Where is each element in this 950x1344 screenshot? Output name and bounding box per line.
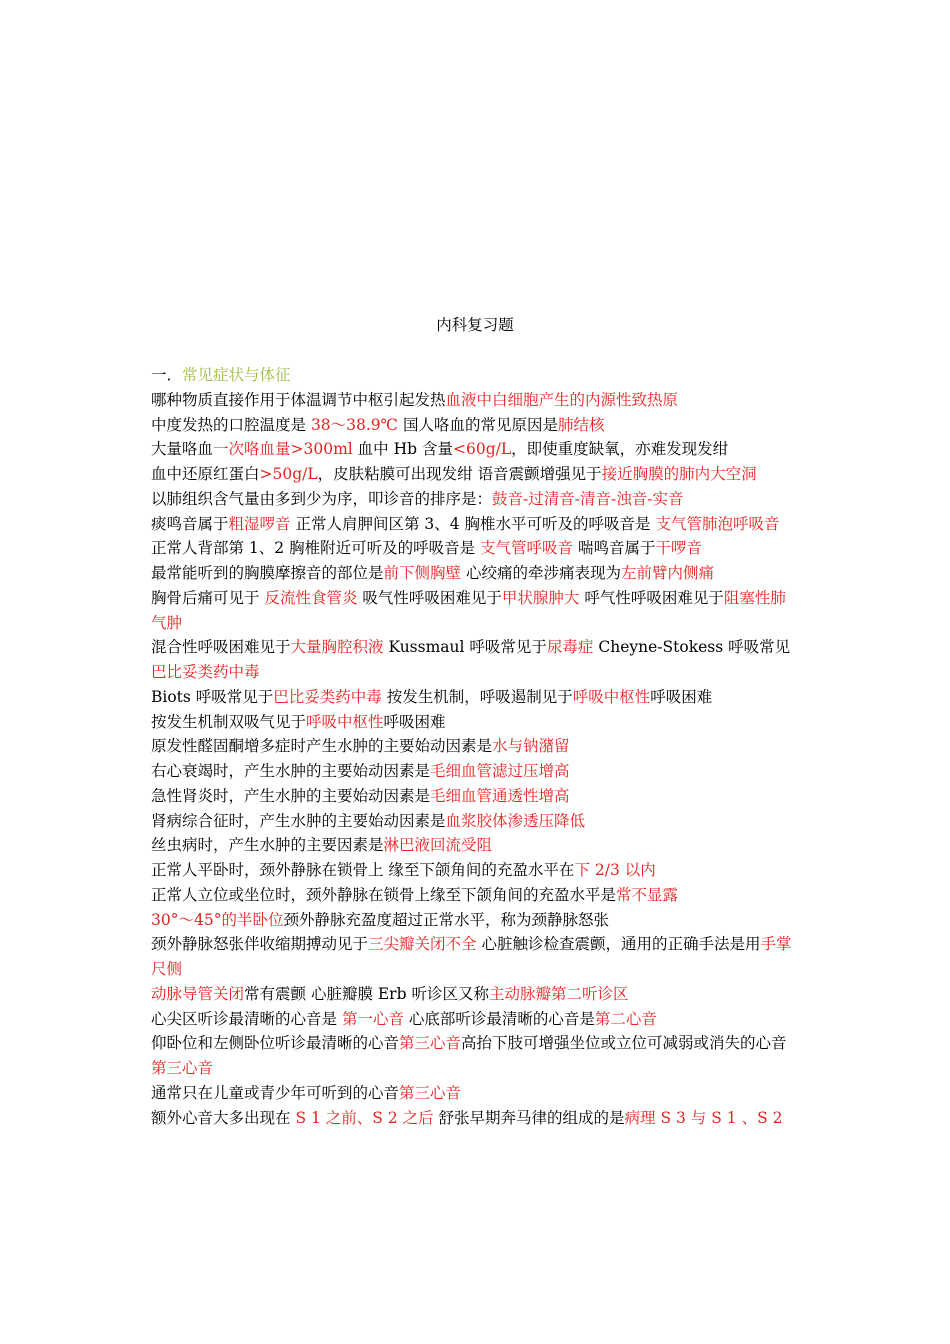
text-line <box>151 734 801 759</box>
answer-text: 巴比妥类药中毒 <box>151 663 260 681</box>
answer-text: 巴比妥类药中毒 <box>273 687 382 706</box>
answer-text: 支气管肺泡呼吸音 <box>655 514 780 533</box>
question-text: 血中 Hb 含量 <box>352 440 453 459</box>
answer-text: 第二心音 <box>594 1009 657 1028</box>
answer-text: 38～38.9℃ <box>310 415 399 434</box>
question-text: 大量咯血 <box>151 440 214 459</box>
question-text: 正常人背部第 1、2 胸椎附近可听及的呼吸音是 <box>151 539 481 558</box>
text-line <box>151 685 801 710</box>
text-line <box>151 932 801 982</box>
text-line <box>151 462 801 487</box>
question-text: 心底部听诊最清晰的心音是 <box>403 1009 595 1028</box>
question-text: 以肺组织含气量由多到少为序，叩诊音的排序是： <box>151 489 493 508</box>
question-text: 吸气性呼吸困难见于 <box>357 588 502 607</box>
question-text: 通常只在儿童或青少年可听到的心音 <box>151 1083 400 1102</box>
answer-text: 手掌尺侧 <box>151 935 792 978</box>
answer-text: 病理 S 3 与 S 1 、S 2 <box>624 1108 783 1127</box>
section-heading <box>151 363 801 388</box>
answer-text: 血浆胶体渗透压降低 <box>445 811 586 830</box>
text-line <box>151 586 801 636</box>
answer-text: 血液中白细胞产生的内源性致热原 <box>445 390 679 409</box>
question-text: 颈外静脉怒张伴收缩期搏动见于 <box>151 935 369 954</box>
text-line <box>151 487 801 512</box>
question-text: 呼气性呼吸困难见于 <box>579 588 724 607</box>
question-text: 心脏触诊检查震颤，通用的正确手法是用 <box>476 935 761 954</box>
answer-text: 反流性食管炎 <box>264 588 358 607</box>
answer-text: 粗湿啰音 <box>228 514 291 533</box>
answer-text: 常不显露 <box>616 885 679 904</box>
answer-text: 肺结核 <box>557 415 605 434</box>
question-text: 原发性醛固酮增多症时产生水肿的主要始动因素是 <box>151 737 493 756</box>
text-line <box>151 809 801 834</box>
answer-text: 第三心音 <box>151 1059 214 1077</box>
question-text: 正常人立位或坐位时，颈外静脉在锁骨上缘至下颌角间的充盈水平是 <box>151 885 617 904</box>
question-text: 心绞痛的牵涉痛表现为 <box>461 564 621 582</box>
text-line <box>151 710 801 735</box>
text-line <box>151 1081 801 1106</box>
text-line <box>151 759 801 784</box>
answer-text: 一次咯血量>300ml <box>213 440 353 459</box>
answer-text: 第一心音 <box>341 1009 404 1028</box>
answer-text: 呼吸中枢性 <box>306 712 384 731</box>
section-number: 一． <box>151 366 183 384</box>
answer-text: 三尖瓣关闭不全 <box>368 935 477 954</box>
question-text: 心尖区听诊最清晰的心音是 <box>151 1009 342 1028</box>
question-text: 国人咯血的常见原因是 <box>398 415 558 434</box>
question-text: 呼吸困难 <box>650 687 713 706</box>
answer-text: 第三心音 <box>399 1083 462 1102</box>
question-text: 中度发热的口腔温度是 <box>151 415 311 434</box>
answer-text: 支气管呼吸音 <box>480 539 574 558</box>
text-line <box>151 512 801 537</box>
question-text: 正常人平卧时，颈外静脉在锁骨上 缘至下颌角间的充盈水平在 <box>151 861 575 879</box>
answer-text: 呼吸中枢性 <box>572 687 651 706</box>
question-text: 喘鸣音属于 <box>573 539 656 558</box>
text-line <box>151 982 801 1007</box>
answer-text: 左前臂内侧痛 <box>620 564 714 582</box>
answer-text: >50g/L <box>259 465 318 483</box>
question-text: 右心衰竭时，产生水肿的主要始动因素是 <box>151 762 431 780</box>
text-line <box>151 561 801 586</box>
question-text: 急性肾炎时，产生水肿的主要始动因素是 <box>151 786 431 805</box>
answer-text: 前下侧胸壁 <box>383 564 462 582</box>
question-text: 最常能听到的胸膜摩擦音的部位是 <box>151 564 384 582</box>
text-line <box>151 833 801 858</box>
answer-text: 阻塞性肺气肿 <box>151 588 786 632</box>
text-line <box>151 1106 801 1131</box>
answer-text: 接近胸膜的肺内大空洞 <box>601 465 757 483</box>
text-line <box>151 388 801 413</box>
question-text: 舒张早期奔马律的组成的是 <box>433 1108 625 1127</box>
document-title: 内科复习题 <box>436 316 514 334</box>
question-text: 仰卧位和左侧卧位听诊最清晰的心音 <box>151 1034 400 1053</box>
answer-text: 甲状腺肿大 <box>501 588 580 607</box>
answer-text: 大量胸腔积液 <box>290 638 384 657</box>
question-text: 按发生机制双吸气见于 <box>151 712 307 731</box>
question-text: Biots 呼吸常见于 <box>151 687 274 706</box>
question-text: 哪种物质直接作用于体温调节中枢引起发热 <box>151 390 446 409</box>
question-text: 胸骨后痛可见于 <box>151 588 265 607</box>
question-text: Cheyne-Stokess 呼吸常见 <box>593 638 791 657</box>
text-line <box>151 413 801 438</box>
question-text: 额外心音大多出现在 <box>151 1108 296 1127</box>
text-line <box>151 1007 801 1032</box>
text-line <box>151 437 801 462</box>
answer-text: 干啰音 <box>655 539 702 558</box>
answer-text: 水与钠潴留 <box>492 737 570 756</box>
answer-text: <60g/L <box>452 440 512 459</box>
question-text: 混合性呼吸困难见于 <box>151 638 291 657</box>
answer-text: S 1 之前、S 2 之后 <box>295 1108 434 1127</box>
answer-text: 淋巴液回流受阻 <box>383 836 493 855</box>
text-line <box>151 784 801 809</box>
text-line <box>151 536 801 561</box>
question-text: 肾病综合征时，产生水肿的主要始动因素是 <box>151 811 446 830</box>
answer-text: 尿毒症 <box>546 638 594 657</box>
question-text: 丝虫病时，产生水肿的主要因素是 <box>151 836 384 855</box>
text-line <box>151 858 801 883</box>
question-text: Kussmaul 呼吸常见于 <box>383 638 547 657</box>
answer-text: 毛细血管通透性增高 <box>430 786 570 805</box>
question-text: 常有震颤 心脏瓣膜 Erb 听诊区又称 <box>244 984 489 1003</box>
question-text: 正常人肩胛间区第 3、4 胸椎水平可听及的呼吸音是 <box>290 514 656 533</box>
question-text: ，皮肤粘膜可出现发绀 语音震颤增强见于 <box>317 465 602 483</box>
text-line <box>151 1031 801 1081</box>
answer-text: 毛细血管滤过压增高 <box>430 762 570 780</box>
text-line <box>151 883 801 908</box>
answer-text: 第三心音 <box>399 1034 462 1053</box>
question-text: ，即使重度缺氧，亦难发现发绀 <box>511 440 729 459</box>
question-text: 颈外静脉充盈度超过正常水平，称为颈静脉怒张 <box>283 910 609 929</box>
document-body <box>151 363 801 1130</box>
question-text: 血中还原红蛋白 <box>151 465 260 483</box>
section-heading-text: 常见症状与体征 <box>182 366 291 384</box>
question-text: 呼吸困难 <box>383 712 446 731</box>
text-line <box>151 908 801 933</box>
answer-text: 鼓音-过清音-清音-浊音-实音 <box>492 489 684 508</box>
answer-text: 30°～45°的半卧位 <box>151 910 284 929</box>
question-text: 按发生机制，呼吸遏制见于 <box>381 687 573 706</box>
question-text: 痰鸣音属于 <box>151 514 229 533</box>
answer-text: 下 2/3 以内 <box>574 861 656 879</box>
question-text: 高抬下肢可增强坐位或立位可减弱或消失的心音 <box>461 1034 787 1053</box>
text-line <box>151 635 801 685</box>
answer-text: 动脉导管关闭 <box>151 984 245 1003</box>
answer-text: 主动脉瓣第二听诊区 <box>488 984 629 1003</box>
